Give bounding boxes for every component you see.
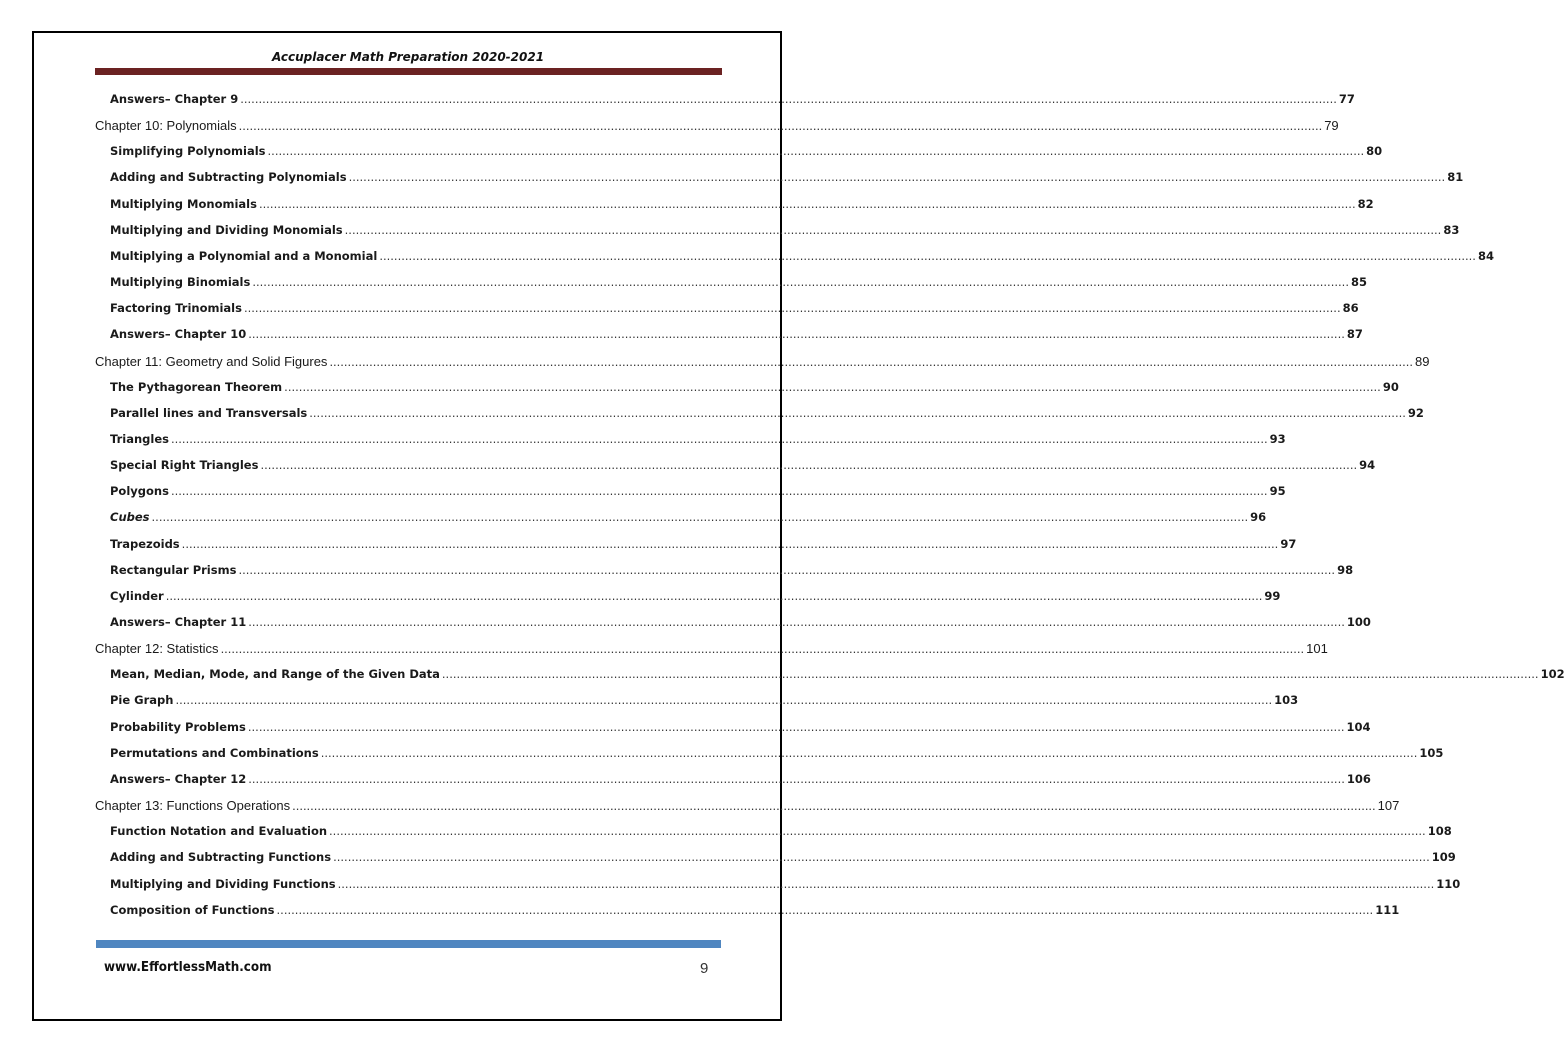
- toc-entry[interactable]: [110, 222, 1460, 243]
- toc-dot-leader: ............................................................................................................................................................................................................................................................................................................: [348, 170, 1446, 185]
- toc-entry[interactable]: [110, 196, 1374, 217]
- toc-entry[interactable]: [95, 118, 1339, 138]
- toc-entry-page-number: 90: [1382, 379, 1399, 394]
- toc-entry-page-number: 93: [1269, 431, 1286, 446]
- toc-entry-page-number: 109: [1431, 850, 1456, 865]
- toc-dot-leader: ............................................................................................................................................................................................................................................................................................................: [329, 824, 1426, 839]
- toc-entry[interactable]: [110, 458, 1376, 478]
- toc-entry-page-number: 92: [1407, 405, 1424, 420]
- toc-dot-leader: ............................................................................................................................................................................................................................................................................................................: [260, 458, 1358, 473]
- toc-entry-page-number: 86: [1342, 301, 1359, 316]
- toc-entry[interactable]: [110, 824, 1452, 844]
- toc-entry[interactable]: [110, 379, 1399, 400]
- toc-entry-label: Pie Graph: [110, 693, 174, 708]
- toc-dot-leader: ............................................................................................................................................................................................................................................................................................................: [292, 798, 1376, 814]
- toc-dot-leader: ............................................................................................................................................................................................................................................................................................................: [238, 562, 1336, 577]
- toc-entry-page-number: 81: [1447, 170, 1464, 185]
- toc-entry-page-number: 89: [1414, 353, 1430, 369]
- toc-dot-leader: ............................................................................................................................................................................................................................................................................................................: [329, 353, 1413, 369]
- toc-entry[interactable]: [110, 693, 1299, 713]
- toc-dot-leader: ............................................................................................................................................................................................................................................................................................................: [175, 693, 1273, 708]
- toc-entry-page-number: 99: [1264, 588, 1281, 603]
- toc-entry[interactable]: [110, 92, 1355, 112]
- toc-entry-page-number: 87: [1346, 327, 1363, 342]
- toc-entry-label: Cylinder: [110, 588, 164, 603]
- toc-entry-page-number: 84: [1477, 248, 1494, 263]
- toc-entry[interactable]: [110, 876, 1461, 897]
- toc-entry[interactable]: [110, 484, 1286, 504]
- toc-dot-leader: ............................................................................................................................................................................................................................................................................................................: [248, 327, 1345, 342]
- toc-entry-page-number: 79: [1324, 118, 1339, 134]
- toc-dot-leader: ............................................................................................................................................................................................................................................................................................................: [252, 275, 1349, 290]
- toc-entry-label: Multiplying a Polynomial and a Monomial: [110, 248, 378, 263]
- toc-entry-page-number: 104: [1346, 719, 1371, 734]
- toc-entry-label: Rectangular Prisms: [110, 562, 237, 577]
- toc-entry[interactable]: [110, 562, 1354, 583]
- toc-entry-label: Chapter 12: Statistics: [95, 641, 219, 657]
- toc-entry-label: Chapter 10: Polynomials: [95, 118, 237, 134]
- toc-entry-page-number: 95: [1269, 484, 1286, 499]
- toc-entry-page-number: 100: [1346, 615, 1371, 629]
- toc-entry-label: Answers– Chapter 11: [110, 615, 247, 629]
- toc-dot-leader: ............................................................................................................................................................................................................................................................................................................: [238, 118, 1323, 134]
- toc-entry-page-number: 98: [1337, 562, 1354, 577]
- toc-entry-label: Special Right Triangles: [110, 458, 259, 473]
- toc-entry[interactable]: [95, 798, 1400, 818]
- toc-entry-label: Multiplying and Dividing Functions: [110, 876, 336, 891]
- toc-dot-leader: ............................................................................................................................................................................................................................................................................................................: [170, 484, 1268, 499]
- toc-entry-page-number: 77: [1338, 92, 1355, 106]
- toc-entry[interactable]: [110, 615, 1371, 635]
- toc-entry-page-number: 85: [1350, 275, 1367, 290]
- toc-entry-page-number: 106: [1346, 771, 1371, 786]
- toc-dot-leader: ............................................................................................................................................................................................................................................................................................................: [165, 588, 1263, 603]
- toc-entry-page-number: 80: [1366, 144, 1383, 159]
- toc-entry[interactable]: [110, 301, 1359, 321]
- toc-entry-page-number: 110: [1436, 876, 1461, 891]
- toc-entry-page-number: 82: [1357, 196, 1374, 211]
- toc-dot-leader: ............................................................................................................................................................................................................................................................................................................: [170, 431, 1268, 446]
- toc-entry-label: Parallel lines and Transversals: [110, 405, 308, 420]
- toc-entry-label: Composition of Functions: [110, 902, 275, 917]
- toc-entry[interactable]: [110, 771, 1371, 792]
- footer-website[interactable]: www.EffortlessMath.com: [104, 960, 272, 975]
- toc-dot-leader: ............................................................................................................................................................................................................................................................................................................: [441, 667, 1539, 682]
- toc-entry[interactable]: [110, 431, 1286, 452]
- toc-entry-label: Answers– Chapter 12: [110, 771, 247, 786]
- toc-entry-label: Multiplying and Dividing Monomials: [110, 222, 343, 237]
- toc-entry[interactable]: [110, 536, 1297, 557]
- toc-entry-label: Probability Problems: [110, 719, 246, 734]
- toc-dot-leader: ............................................................................................................................................................................................................................................................................................................: [151, 510, 1249, 525]
- toc-entry[interactable]: [110, 719, 1371, 740]
- toc-entry-page-number: 108: [1427, 824, 1452, 839]
- footer-rule: [96, 940, 721, 948]
- toc-entry-label: Adding and Subtracting Functions: [110, 850, 332, 865]
- toc-entry-label: Simplifying Polynomials: [110, 144, 266, 159]
- toc-entry-label: Polygons: [110, 484, 169, 499]
- toc-entry-label: Cubes: [110, 510, 150, 525]
- toc-entry-page-number: 101: [1306, 641, 1328, 657]
- toc-entry[interactable]: [110, 405, 1424, 426]
- toc-entry-label: Answers– Chapter 10: [110, 327, 247, 342]
- toc-entry[interactable]: [110, 248, 1494, 269]
- toc-entry[interactable]: [110, 327, 1363, 347]
- toc-dot-leader: ............................................................................................................................................................................................................................................................................................................: [248, 771, 1345, 786]
- toc-dot-leader: ............................................................................................................................................................................................................................................................................................................: [276, 902, 1374, 917]
- toc-entry-page-number: 105: [1419, 745, 1444, 760]
- toc-entry[interactable]: [95, 353, 1430, 374]
- toc-entry[interactable]: [110, 144, 1383, 164]
- toc-entry[interactable]: [110, 510, 1267, 530]
- toc-entry-label: Permutations and Combinations: [110, 745, 319, 760]
- toc-entry-label: Answers– Chapter 9: [110, 92, 239, 106]
- toc-entry-page-number: 96: [1250, 510, 1267, 525]
- toc-entry[interactable]: [110, 745, 1444, 766]
- footer-page-number: 9: [700, 960, 709, 977]
- toc-entry-page-number: 103: [1274, 693, 1299, 708]
- toc-dot-leader: ............................................................................................................................................................................................................................................................................................................: [284, 379, 1381, 394]
- toc-entry-label: Trapezoids: [110, 536, 180, 551]
- toc-entry-label: Factoring Trinomials: [110, 301, 242, 316]
- toc-dot-leader: ............................................................................................................................................................................................................................................................................................................: [337, 876, 1435, 891]
- toc-entry[interactable]: [110, 275, 1367, 295]
- toc-entry[interactable]: [110, 667, 1565, 687]
- header-rule: [95, 68, 722, 75]
- toc-entry[interactable]: [95, 641, 1328, 661]
- toc-dot-leader: ............................................................................................................................................................................................................................................................................................................: [247, 719, 1345, 734]
- toc-entry-page-number: 111: [1375, 902, 1400, 917]
- toc-dot-leader: ............................................................................................................................................................................................................................................................................................................: [344, 222, 1442, 237]
- toc-entry[interactable]: [110, 902, 1400, 923]
- toc-dot-leader: ............................................................................................................................................................................................................................................................................................................: [181, 536, 1279, 551]
- toc-dot-leader: ............................................................................................................................................................................................................................................................................................................: [243, 301, 1341, 316]
- toc-entry-page-number: 107: [1377, 798, 1400, 814]
- toc-dot-leader: ............................................................................................................................................................................................................................................................................................................: [220, 641, 1305, 657]
- toc-entry[interactable]: [110, 850, 1456, 870]
- toc-entry[interactable]: [110, 170, 1464, 190]
- toc-entry[interactable]: [110, 588, 1281, 609]
- toc-dot-leader: ............................................................................................................................................................................................................................................................................................................: [309, 405, 1406, 420]
- toc-entry-page-number: 83: [1443, 222, 1460, 237]
- toc-entry-page-number: 97: [1280, 536, 1297, 551]
- toc-entry-label: Adding and Subtracting Polynomials: [110, 170, 347, 185]
- toc-dot-leader: ............................................................................................................................................................................................................................................................................................................: [267, 144, 1365, 159]
- toc-dot-leader: ............................................................................................................................................................................................................................................................................................................: [379, 248, 1476, 263]
- toc-dot-leader: ............................................................................................................................................................................................................................................................................................................: [320, 745, 1418, 760]
- toc-dot-leader: ............................................................................................................................................................................................................................................................................................................: [333, 850, 1430, 865]
- toc-entry-label: Triangles: [110, 431, 169, 446]
- toc-dot-leader: ............................................................................................................................................................................................................................................................................................................: [240, 92, 1337, 106]
- toc-entry-label: Mean, Median, Mode, and Range of the Given Data: [110, 667, 440, 682]
- toc-entry-page-number: 94: [1359, 458, 1376, 473]
- toc-entry-label: Function Notation and Evaluation: [110, 824, 328, 839]
- toc-entry-label: The Pythagorean Theorem: [110, 379, 283, 394]
- toc-dot-leader: ............................................................................................................................................................................................................................................................................................................: [258, 196, 1356, 211]
- toc-entry-label: Chapter 13: Functions Operations: [95, 798, 291, 814]
- toc-dot-leader: ............................................................................................................................................................................................................................................................................................................: [248, 615, 1345, 629]
- toc-entry-label: Chapter 11: Geometry and Solid Figures: [95, 353, 328, 369]
- toc-entry-label: Multiplying Binomials: [110, 275, 251, 290]
- toc-entry-label: Multiplying Monomials: [110, 196, 257, 211]
- running-header-title: Accuplacer Math Preparation 2020-2021: [271, 50, 545, 64]
- toc-entry-page-number: 102: [1540, 667, 1565, 682]
